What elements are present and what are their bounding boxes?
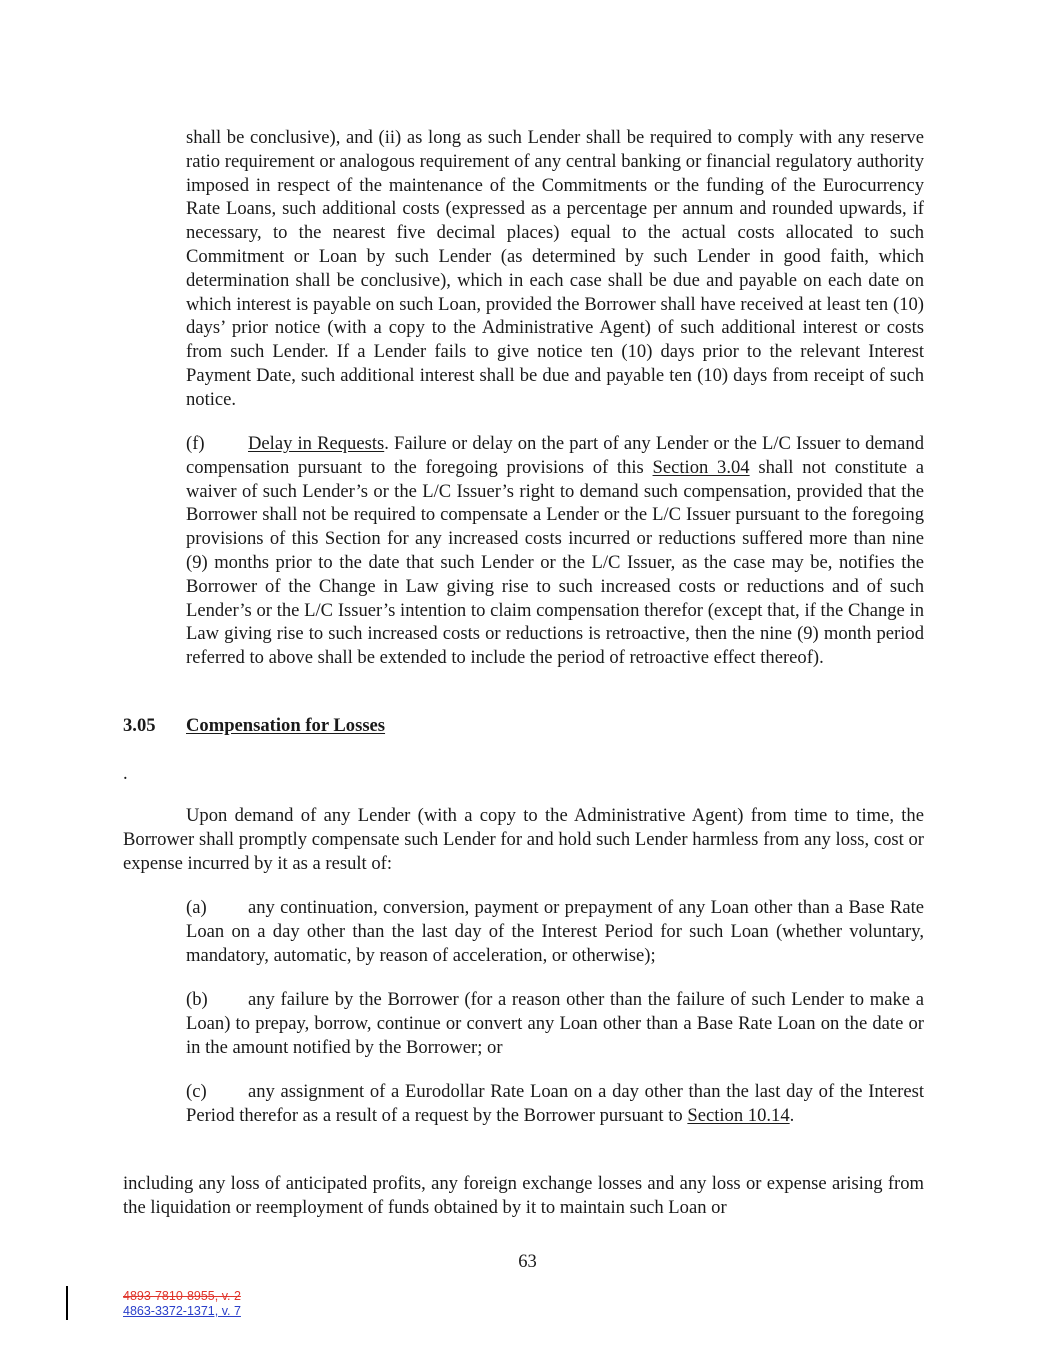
revision-bar — [66, 1286, 68, 1320]
inserted-document-id: 4863-3372-1371, v. 7 — [123, 1304, 241, 1318]
page-number: 63 — [518, 1251, 537, 1272]
closing-paragraph: including any loss of anticipated profits, any foreign exchange losses and any loss or expense arising from the liquidation or reemployment of funds obtained by it to maintain such Loan or — [123, 1173, 924, 1218]
paragraph-f-text-a: . Failure or delay on the part of any Lender or the L/C Issuer to demand compensation pursuant to the foregoing provisions of this — [186, 433, 924, 478]
section-number: 3.05 — [123, 715, 156, 736]
paragraph-f-title: Delay in Requests — [248, 433, 385, 454]
item-c-text: any assignment of a Eurodollar Rate Loan on a day other than the last day of the Interest Period therefor as a result of a request by the Borrower pursuant to — [186, 1081, 924, 1126]
section-heading: Compensation for Losses — [186, 715, 386, 736]
item-a-text: any continuation, conversion, payment or prepayment of any Loan other than a Base Rate Loan on a day other than the last day of the Interest Period for such Loan (whether voluntary, mandatory, automatic, by reason of acceleration, or otherwise); — [186, 897, 924, 966]
item-c-label: (c) — [186, 1081, 207, 1102]
section-3-04-reference: Section 3.04 — [652, 456, 750, 478]
stray-dot: . — [123, 763, 128, 784]
section-10-14-reference: Section 10.14 — [687, 1104, 790, 1126]
item-b-label: (b) — [186, 989, 208, 1010]
continuation-paragraph: shall be conclusive), and (ii) as long as such Lender shall be required to comply with any reserve ratio requirement or analogous requirement of any central banking or financial regulatory authority imposed in respect of the maintenance of the Commitments or the funding of the Eurocurrency Rate Loans, such additional costs (expressed as a percentage per annum and rounded upwards, if necessary, to the nearest five decimal places) equal to the actual costs allocated to such Commitment or Loan by such Lender (as determined by such Lender in good faith, which determination shall be conclusive), which in each case shall be due and payable on each date on which interest is payable on such Loan, provided the Borrower shall have received at least ten (10) days’ prior notice (with a copy to the Administrative Agent) of such additional interest or costs from such Lender. If a Lender fails to give notice ten (10) days prior to the relevant Interest Payment Date, such additional interest shall be due and payable ten (10) days from receipt of such notice. — [186, 127, 924, 410]
item-a-label: (a) — [186, 897, 207, 918]
paragraph-f-label: (f) — [186, 433, 205, 454]
paragraph-f — [186, 432, 924, 670]
deleted-document-id: 4893-7810-8955, v. 2 — [123, 1289, 241, 1303]
item-b-text: any failure by the Borrower (for a reason other than the failure of such Lender to make a Loan) to prepay, borrow, continue or convert any Loan other than a Base Rate Loan on the date or in the amount notified by the Borrower; or — [186, 989, 924, 1058]
item-c — [186, 1080, 924, 1128]
intro-paragraph: Upon demand of any Lender (with a copy to the Administrative Agent) from time to time, the Borrower shall promptly compensate such Lender for and hold such Lender harmless from any loss, cost or expense incurred by it as a result of: — [123, 805, 924, 874]
paragraph-f-text-b: shall not constitute a waiver of such Lender’s or the L/C Issuer’s right to demand such compensation, provided that the Borrower shall not be required to compensate a Lender or the L/C Issuer pursuant to the foregoing provisions of this Section for any increased costs incurred or reductions suffered more than nine (9) months prior to the date that such Lender or the L/C Issuer, as the case may be, notifies the Borrower of the Change in Law giving rise to such increased costs or reductions and of such Lender’s or the L/C Issuer’s intention to claim compensation therefor (except that, if the Change in Law giving rise to such increased costs or reductions is retroactive, then the nine (9) month period referred to above shall be extended to include the period of retroactive effect thereof). — [186, 456, 924, 669]
item-c-tail: . — [789, 1104, 795, 1126]
item-a — [186, 896, 924, 967]
item-b — [186, 988, 924, 1059]
